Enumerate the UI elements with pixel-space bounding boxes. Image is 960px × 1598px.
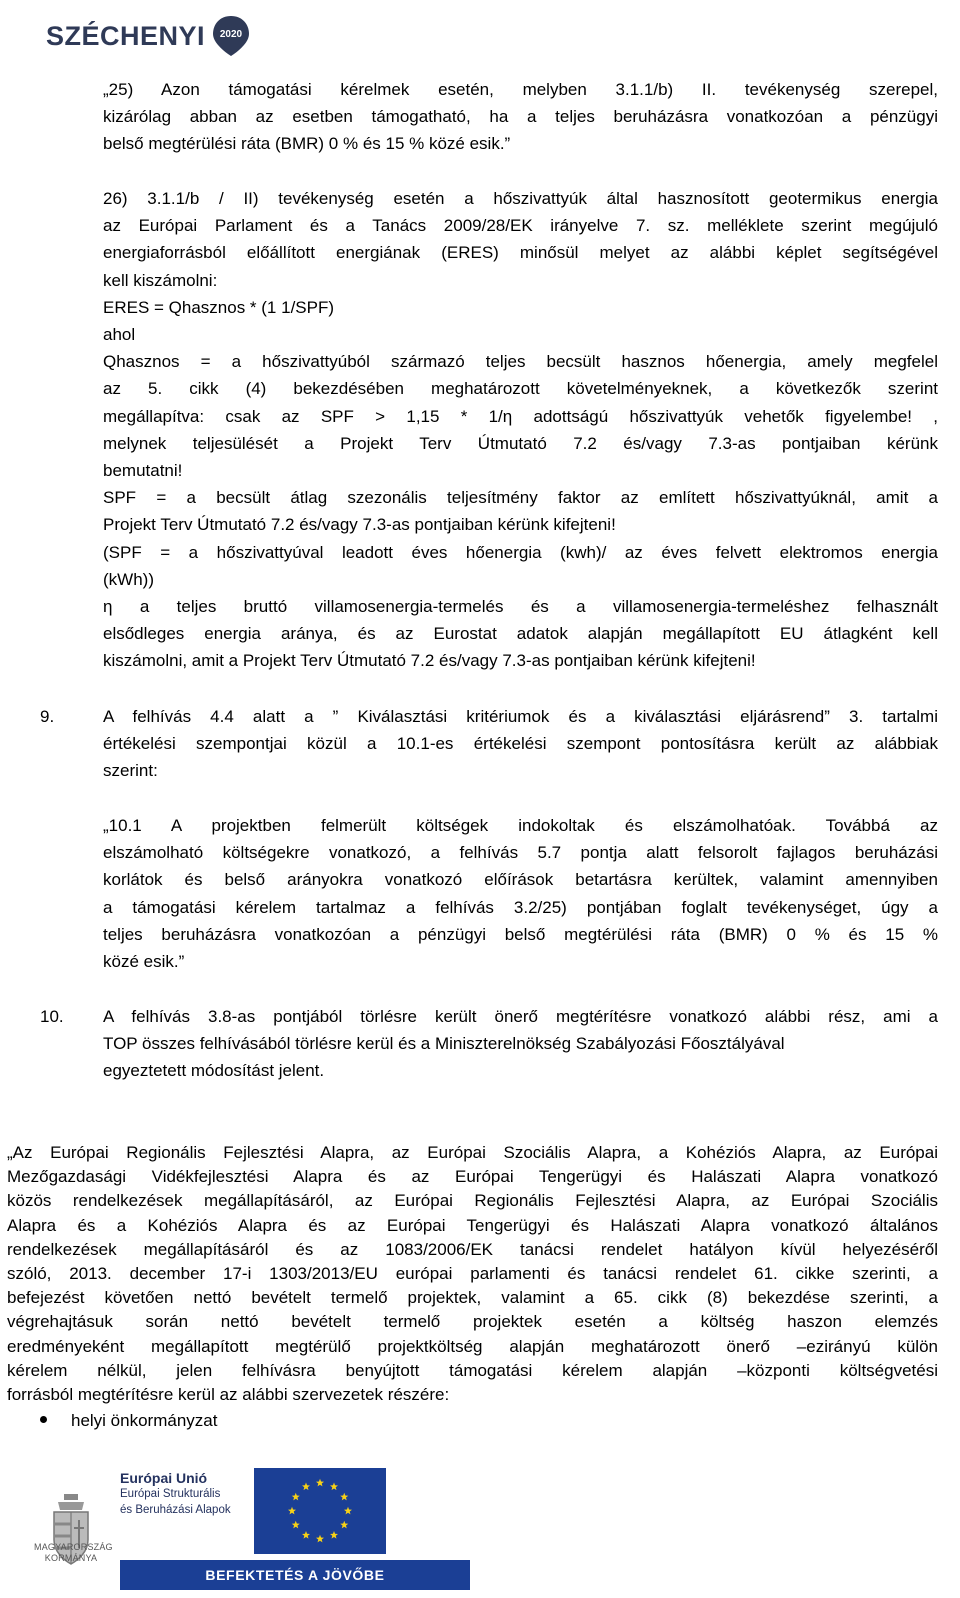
text-line: SPF = a becsült átlag szezonális teljesítmény faktor az említett hőszivattyúknál, amit a — [103, 488, 938, 508]
hungary-line-2: KORMÁNYA — [44, 1553, 98, 1563]
text-line: „25) Azon támogatási kérelmek esetén, melyben 3.1.1/b) II. tevékenység szerepel, — [103, 80, 938, 99]
location-pin-icon — [209, 14, 253, 58]
text-line: (kWh)) — [103, 569, 154, 589]
eu-line-3: és Beruházási Alapok — [120, 1504, 231, 1516]
text-line: energiaforrásból előállított energiának (ERES) minősül melyet az alábbi képlet segítségével — [103, 243, 938, 263]
invest-future-banner: BEFEKTETÉS A JÖVŐBE — [120, 1560, 470, 1590]
text-line: kiszámolni, amit a Projekt Terv Útmutató 7.2 és/vagy 7.3-as pontjaiban kérünk kifejteni! — [103, 651, 756, 671]
text-line: Alapra és a Kohéziós Alapra és az Európai Tengerügyi és Halászati Alapra vonatkozó általános — [7, 1215, 938, 1235]
bullet-text: helyi önkormányzat — [71, 1411, 218, 1430]
text-line: kell kiszámolni: — [103, 270, 218, 290]
text-line: elszámolható költségekre vonatkozó, a felhívás 5.7 pontja alatt felsorolt fajlagos beruházási — [103, 843, 938, 863]
quote-regulation — [7, 1141, 938, 1407]
eu-flag-icon — [254, 1468, 386, 1554]
paragraph-25 — [103, 76, 938, 158]
logo-year: 2020 — [219, 29, 243, 40]
hungarian-crest-icon — [34, 1466, 113, 1594]
footer-logos — [34, 1466, 634, 1596]
text-line: rendelkezések megállapításáról és az 1083/2006/EK tanácsi rendelet hatályon kívül helyezéséről — [7, 1239, 938, 1259]
eu-funds-text — [120, 1470, 244, 1518]
text-line: megállapítva: csak az SPF > 1,15 * 1/η adottságú hőszivattyúk vehetők figyelembe! , — [103, 406, 938, 426]
item-10-text — [103, 1003, 938, 1085]
list-item — [40, 1407, 217, 1434]
hungary-line-1: MAGYARORSZÁG — [34, 1542, 113, 1552]
text-line: teljes beruházásra vonatkozóan a pénzügyi belső megtérülési ráta (BMR) 0 % és 15 % — [103, 924, 938, 944]
text-line: Projekt Terv Útmutató 7.2 és/vagy 7.3-as pontjaiban kérünk kifejteni! — [103, 515, 616, 535]
text-line: szóló, 2013. december 17-i 1303/2013/EU európai parlamenti és tanácsi rendelet 61. cikke szerinti, a — [7, 1264, 938, 1284]
text-line: melynek teljesülését a Projekt Terv Útmutató 7.2 és/vagy 7.3-as pontjaiban kérünk — [103, 433, 938, 453]
text-line: egyeztetett módosítást jelent. — [103, 1061, 325, 1081]
text-line: az 5. cikk (4) bekezdésében meghatározott követelményeknek, a következők szerint — [103, 379, 938, 399]
eu-line-2: Európai Strukturális — [120, 1488, 221, 1500]
text-line: Mezőgazdasági Vidékfejlesztési Alapra és az Európai Tengerügyi és Halászati Alapra vonatkozó — [7, 1167, 938, 1187]
text-line: elsődleges energia aránya, és az Eurostat adatok alapján megállapított EU átlagként kell — [103, 624, 938, 644]
item-9-number: 9. — [40, 707, 55, 726]
text-line: (SPF = a hőszivattyúval leadott éves hőenergia (kwh)/ az éves felvett elektromos energia — [103, 542, 938, 562]
text-line: ERES = Qhasznos * (1 1/SPF) — [103, 297, 335, 317]
hungary-government-text — [34, 1542, 113, 1564]
text-line: η a teljes bruttó villamosenergia-termelés és a villamosenergia-termeléshez felhasznált — [103, 597, 938, 617]
text-line: a támogatási kérelem tartalmaz a felhívás 3.2/25) pontjában foglalt tevékenységet, úgy a — [103, 897, 938, 917]
logo-wordmark: SZÉCHENYI — [46, 20, 206, 51]
text-line: bemutatni! — [103, 461, 183, 481]
quote-10-1 — [103, 812, 938, 975]
item-9-text — [103, 703, 938, 785]
eu-title: Európai Unió — [120, 1470, 208, 1486]
text-line: végrehajtásuk során nettó bevételt termelő projektek esetén a költség haszon elemzés — [7, 1312, 938, 1332]
text-line: Qhasznos = a hőszivattyúból származó teljes becsült hasznos hőenergia, amely megfelel — [103, 352, 938, 372]
paragraph-26 — [103, 185, 938, 675]
text-line: 26) 3.1.1/b / II) tevékenység esetén a hőszivattyúk által hasznosított geotermikus energia — [103, 189, 938, 208]
text-line: közös rendelkezések megállapításáról, az Európai Regionális Fejlesztési Alapra, az Európai Szociális — [7, 1191, 938, 1211]
text-line: értékelési szempontjai közül a 10.1-es értékelési szempont pontosításra került az alábbiak — [103, 734, 938, 754]
text-line: kizárólag abban az esetben támogatható, ha a teljes beruházásra vonatkozóan a pénzügyi — [103, 107, 938, 127]
item-10-number: 10. — [40, 1007, 64, 1026]
szechenyi-logo — [46, 8, 253, 64]
text-line: ahol — [103, 325, 136, 345]
text-line: eredményeként megállapított megtérülő projektköltség alapján meghatározott önerő –ezirányú külön — [7, 1336, 938, 1356]
text-line: „Az Európai Regionális Fejlesztési Alapra, az Európai Szociális Alapra, a Kohéziós Alapra, az Európai — [7, 1143, 938, 1162]
text-line: korlátok és belső arányokra vonatkozó előírások betartásra kerültek, valamint amennyiben — [103, 870, 938, 890]
text-line: kérelem nélkül, jelen felhívásra benyújtott támogatási kérelem alapján –központi költségvetési — [7, 1360, 938, 1380]
text-line: forrásból megtérítésre kerül az alábbi szervezetek részére: — [7, 1385, 450, 1405]
text-line: közé esik.” — [103, 952, 185, 972]
text-line: TOP összes felhívásából törlésre kerül és a Miniszterelnökség Szabályozási Főosztályával — [103, 1034, 785, 1054]
text-line: az Európai Parlament és a Tanács 2009/28/EK irányelve 7. sz. melléklete szerint megújuló — [103, 216, 938, 236]
text-line: befejezést követően nettó bevételt termelő projektek, valamint a 65. cikk (8) bekezdése szerinti, a — [7, 1288, 938, 1308]
text-line: A felhívás 3.8-as pontjából törlésre került önerő megtérítésre vonatkozó alábbi rész, ami a — [103, 1007, 938, 1026]
text-line: szerint: — [103, 761, 158, 781]
text-line: A felhívás 4.4 alatt a ” Kiválasztási kritériumok és a kiválasztási eljárásrend” 3. tartalmi — [103, 707, 938, 726]
text-line: „10.1 A projektben felmerült költségek indokoltak és elszámolhatóak. Továbbá az — [103, 816, 938, 835]
text-line: belső megtérülési ráta (BMR) 0 % és 15 % közé esik.” — [103, 134, 511, 154]
bullet-icon — [40, 1416, 47, 1423]
